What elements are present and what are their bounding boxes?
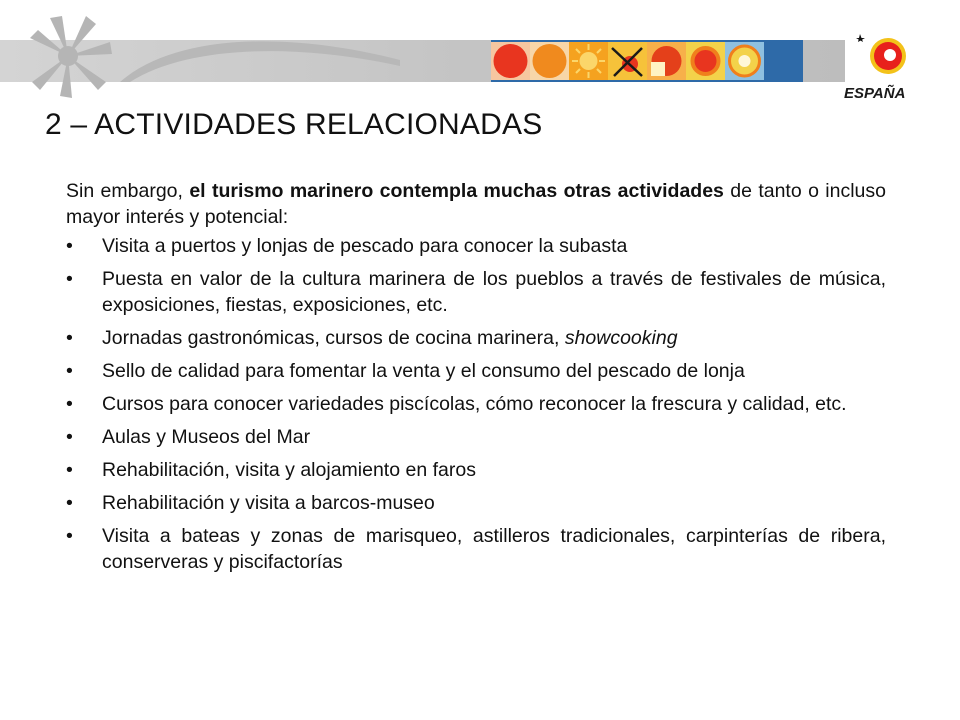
spain-logo-icon xyxy=(840,28,925,108)
list-item: • Puesta en valor de la cultura marinera de los pueblos a través de festivales de música, exposiciones, fiestas, exposiciones, etc. xyxy=(66,268,886,316)
content-body xyxy=(66,178,886,582)
tile-blue xyxy=(764,42,803,80)
page-title: 2 – ACTIVIDADES RELACIONADAS xyxy=(45,108,543,141)
list-item: • Rehabilitación y visita a barcos-museo xyxy=(66,492,435,514)
bullet-icon: • xyxy=(66,492,73,514)
list-item: • Aulas y Museos del Mar xyxy=(66,426,311,448)
tile-figure xyxy=(608,42,647,80)
tile-sun-2 xyxy=(530,42,569,80)
intro-paragraph xyxy=(66,178,886,230)
bullet-icon: • xyxy=(66,327,73,349)
tile-sun-3 xyxy=(569,42,608,80)
tile-sun-6 xyxy=(725,42,764,80)
tile-sun-1 xyxy=(491,42,530,80)
bullet-icon: • xyxy=(66,393,73,415)
star-decoration-icon xyxy=(10,12,130,102)
bullet-icon: • xyxy=(66,459,73,481)
list-item: • Visita a puertos y lonjas de pescado para conocer la subasta xyxy=(66,235,628,257)
bullet-icon: • xyxy=(66,268,73,290)
activities-list xyxy=(66,233,886,575)
bullet-icon: • xyxy=(66,235,73,257)
list-item: • Visita a bateas y zonas de marisqueo, astilleros tradicionales, carpinterías de ribera, conserveras y piscifactorías xyxy=(66,525,886,573)
list-item: • Cursos para conocer variedades piscícolas, cómo reconocer la frescura y calidad, etc. xyxy=(66,393,847,415)
tile-sun-5 xyxy=(686,42,725,80)
bullet-icon: • xyxy=(66,360,73,382)
logo-text: ESPAÑA xyxy=(844,85,906,102)
intro-bold: el turismo marinero contempla muchas otras actividades xyxy=(189,180,724,202)
list-item: • Sello de calidad para fomentar la venta y el consumo del pescado de lonja xyxy=(66,360,745,382)
list-item: • Jornadas gastronómicas, cursos de cocina marinera, showcooking xyxy=(66,327,678,349)
intro-tail: de tanto o incluso mayor interés y potencial: xyxy=(66,180,886,228)
color-tiles-strip xyxy=(491,40,803,82)
swoosh-decoration xyxy=(120,40,400,82)
intro-lead: Sin embargo, xyxy=(66,180,190,202)
tile-sun-4 xyxy=(647,42,686,80)
bullet-icon: • xyxy=(66,525,73,547)
list-item: • Rehabilitación, visita y alojamiento en faros xyxy=(66,459,476,481)
bullet-icon: • xyxy=(66,426,73,448)
